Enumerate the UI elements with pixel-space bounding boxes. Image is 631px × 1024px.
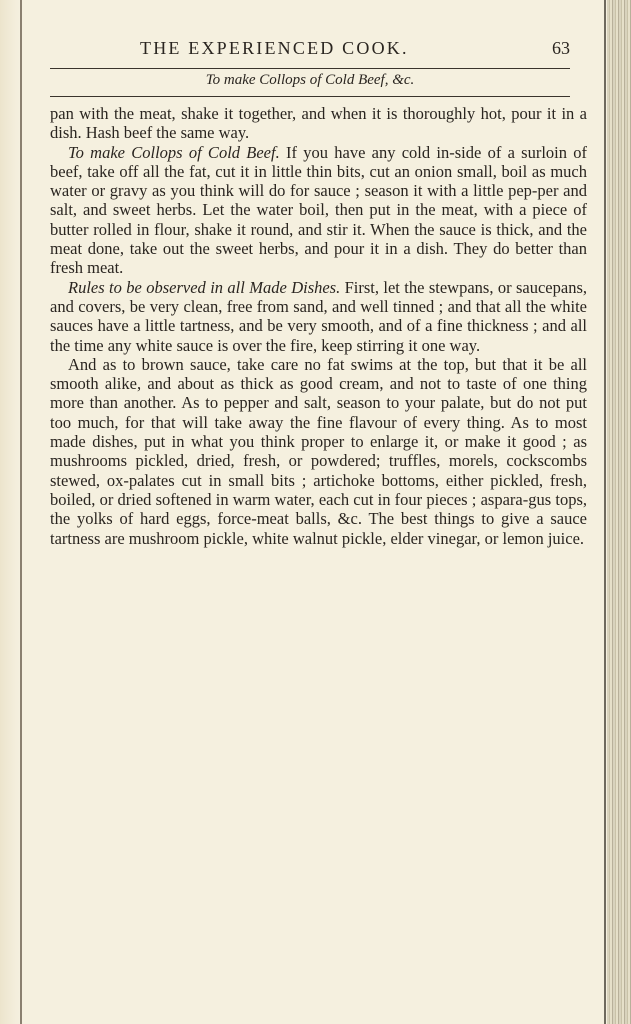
page-number: 63 <box>552 38 570 58</box>
body-text <box>50 104 587 548</box>
page-left-margin <box>0 0 20 1024</box>
section-title-rule-top <box>50 68 570 69</box>
paragraph-text: And as to brown sauce, take care no fat swims at the top, but that it be all smooth alike, and about as thick as good cream, and not to taste of one thing more than another. As to pepper and salt, season to your palate, but do not put too much, for that will take away the fine flavour of every thing. As to most made dishes, put in what you think proper to enlarge it, or make it good ; as mushrooms pickled, dried, fresh, or powdered; truffles, morels, cockscombs stewed, ox-palates cut in small bits ; artichoke bottoms, either pickled, fresh, boiled, or dried softened in warm water, each cut in four pieces ; aspara-gus tops, the yolks of hard eggs, force-meat balls, &c. The best things to give a sauce tartness are mushroom pickle, white walnut pickle, elder vinegar, or lemon juice. <box>50 354 587 548</box>
running-head <box>60 38 570 66</box>
paragraph-text: First, let the stewpans, or saucepans, and covers, be very clean, free from sand, and well tinned ; and that all the white sauces have a little tartness, and be very smooth, and of a fine thickness ; and all the time any white sauce is over the fire, keep stirring it one way. <box>50 277 587 355</box>
section-title: To make Collops of Cold Beef, &c. <box>205 72 415 88</box>
page-gutter-line <box>604 0 606 1024</box>
paragraph-brown-sauce <box>50 355 587 548</box>
paragraph-text: pan with the meat, shake it together, and when it is thoroughly hot, pour it in a dish. Hash beef the same way. <box>50 104 587 143</box>
running-head-title: THE EXPERIENCED COOK. <box>140 38 409 58</box>
section-title-rule-bottom <box>50 96 570 97</box>
paragraph-continuation <box>50 104 587 143</box>
paragraph-heading: To make Collops of Cold Beef. <box>68 142 280 162</box>
paragraph-text: If you have any cold in-side of a surloin of beef, take off all the fat, cut it in little thin bits, cut an onion small, boil as much water or gravy as you think will do for sauce ; season it with a little pep-per and salt, and sweet herbs. Let the water boil, then put in the meat, with a piece of butter rolled in flour, shake it round, and stir it. When the sauce is thick, and the meat done, take out the sweet herbs, and pour it in a dish. They do better than fresh meat. <box>50 142 587 278</box>
page-left-edge-line <box>20 0 22 1024</box>
paragraph-collops-cold-beef <box>50 143 587 278</box>
paragraph-rules-made-dishes <box>50 278 587 355</box>
paragraph-heading: Rules to be observed in all Made Dishes. <box>68 277 341 297</box>
book-spine-gutter <box>607 0 631 1024</box>
